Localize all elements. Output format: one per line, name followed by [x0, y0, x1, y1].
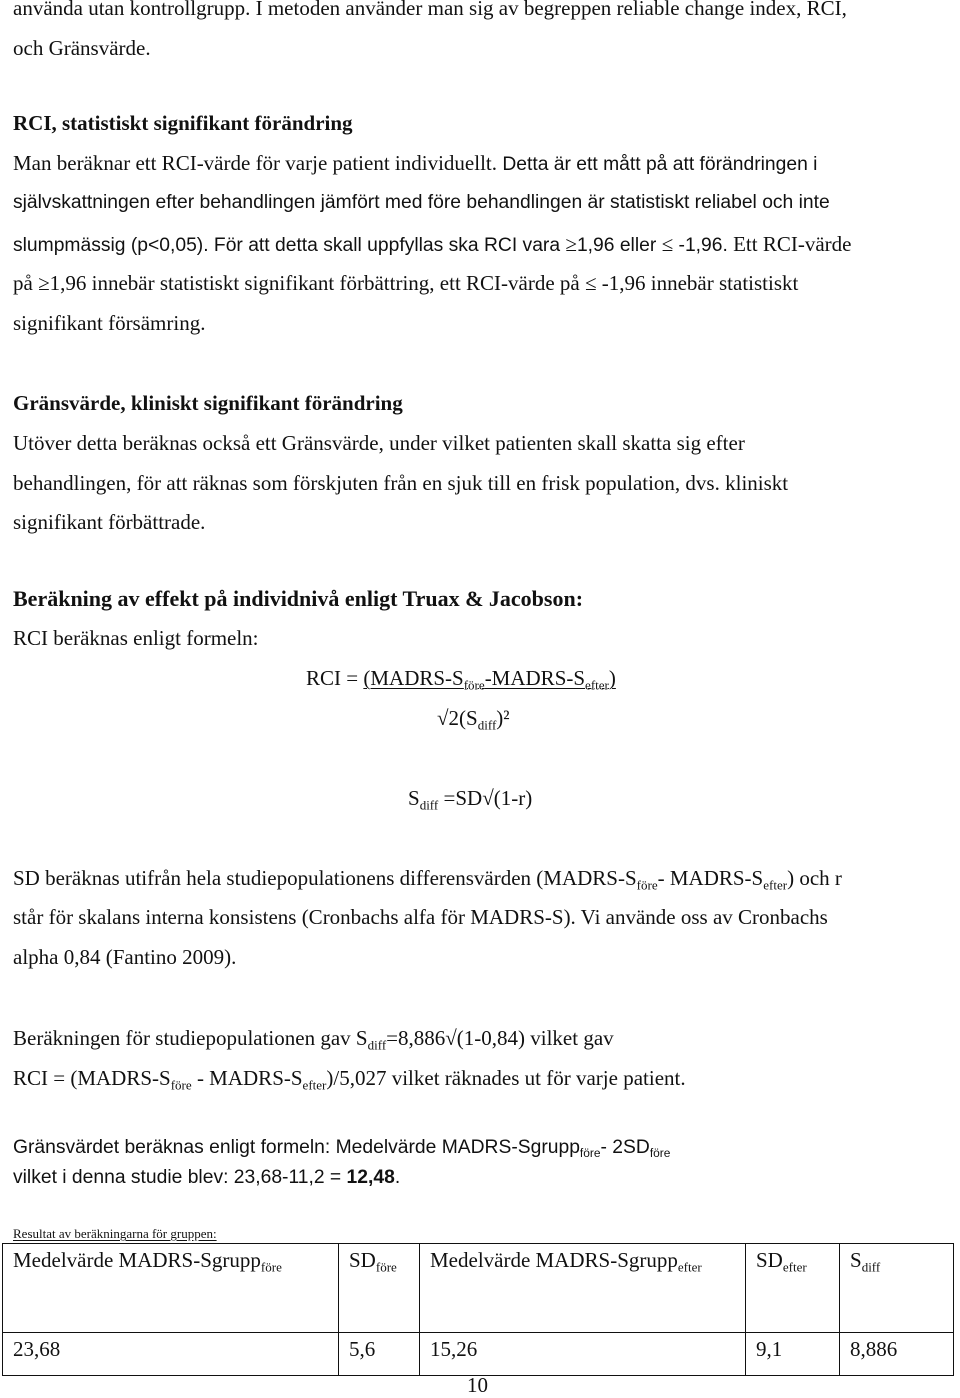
table-cell: 15,26	[420, 1333, 746, 1376]
rci-formula-denominator: $√2(S_{diff})^2$	[437, 706, 510, 733]
table-header-row	[3, 1244, 954, 1333]
cutoff-formula-line-1: Gränsvärdet beräknas enligt formeln: Medelvärde MADRS-Sgrupp$_{före}$- $2SD_{före}$	[13, 1137, 671, 1161]
table-header-cell: Medelvärde MADRS-Sgrupp$_{efter}$	[420, 1244, 746, 1333]
table-cell: 23,68	[3, 1333, 339, 1376]
rci-heading: RCI, statistiskt signifikant förändring	[13, 111, 353, 135]
sd-line-3: alpha 0,84 (Fantino 2009).	[13, 945, 237, 969]
page-number: 10	[467, 1373, 488, 1397]
le-symbol: ≤	[661, 232, 674, 256]
results-table	[2, 1243, 954, 1376]
rci-line-2: självskattningen efter behandlingen jämfört med före behandlingen är statistiskt reliabel och inte	[13, 192, 830, 213]
intro-line-1: använda utan kontrollgrupp. I metoden använder man sig av begreppen reliable change index, RCI,	[13, 0, 847, 20]
rci-line-4: på ≥1,96 innebär statistiskt signifikant förbättring, ett RCI-värde på ≤ -1,96 innebär statistiskt	[13, 271, 799, 295]
study-line-1: Beräkningen för studiepopulationen gav $S_{diff}=8,886√(1-0,84)$ vilket gav	[13, 1026, 614, 1053]
cutoff-line-2: behandlingen, för att räknas som förskjuten från en sjuk till en frisk population, dvs. kliniskt	[13, 471, 789, 495]
sqrt-symbol: √	[437, 706, 449, 730]
sdiff-formula: $S_{diff} =SD√(1-r)$	[408, 786, 533, 813]
sqrt-symbol: √	[445, 1026, 457, 1050]
ge-symbol: ≥	[565, 232, 577, 256]
intro-line-2: och Gränsvärde.	[13, 36, 151, 60]
sqrt-symbol: √	[482, 786, 494, 810]
cutoff-result: 12,48	[346, 1167, 395, 1188]
table-header-cell: $S_{diff}$	[840, 1244, 954, 1333]
cutoff-heading: Gränsvärde, kliniskt signifikant förändring	[13, 391, 403, 415]
cutoff-line-3: signifikant förbättrade.	[13, 510, 206, 534]
table-cell: 8,886	[840, 1333, 954, 1376]
calc-intro: RCI beräknas enligt formeln:	[13, 626, 259, 650]
rci-formula-numerator: RCI = $(MADRS-S_{före}-MADRS-S_{efter})$	[306, 666, 616, 693]
sd-line-1: SD beräknas utifrån hela studiepopulationens differensvärden ($MADRS-S_{före}-$ MADRS-$S_{efter}$) och r	[13, 866, 842, 893]
rci-line-3: slumpmässig (p<0,05). För att detta skall uppfyllas ska RCI vara ≥1,96 eller ≤ -1,96. Ett RCI-värde	[13, 232, 852, 256]
table-header-cell: Medelvärde MADRS-Sgrupp$_{före}$	[3, 1244, 339, 1333]
calc-heading: Beräkning av effekt på individnivå enligt Truax & Jacobson:	[13, 586, 584, 611]
table-row	[3, 1333, 954, 1376]
results-caption: Resultat av beräkningarna för gruppen:	[13, 1226, 217, 1241]
sd-line-2: står för skalans interna konsistens (Cronbachs alfa för MADRS-S). Vi använde oss av Cronbachs	[13, 905, 828, 929]
table-cell: 9,1	[746, 1333, 840, 1376]
table-cell: 5,6	[339, 1333, 420, 1376]
study-line-2: RCI = ($MADRS-S_{före}$ - MADRS-$S_{efter})/5,027$ vilket räknades ut för varje patient.	[13, 1066, 686, 1093]
cutoff-formula-line-2: vilket i denna studie blev: 23,68-11,2 = 12,48.	[13, 1167, 401, 1188]
rci-line-5: signifikant försämring.	[13, 311, 206, 335]
table-header-cell: $SD_{före}$	[339, 1244, 420, 1333]
rci-line-1: Man beräknar ett RCI-värde för varje patient individuellt. Detta är ett mått på att förändringen i	[13, 151, 818, 175]
cutoff-line-1: Utöver detta beräknas också ett Gränsvärde, under vilket patienten skall skatta sig efter	[13, 431, 745, 455]
table-header-cell: $SD_{efter}$	[746, 1244, 840, 1333]
